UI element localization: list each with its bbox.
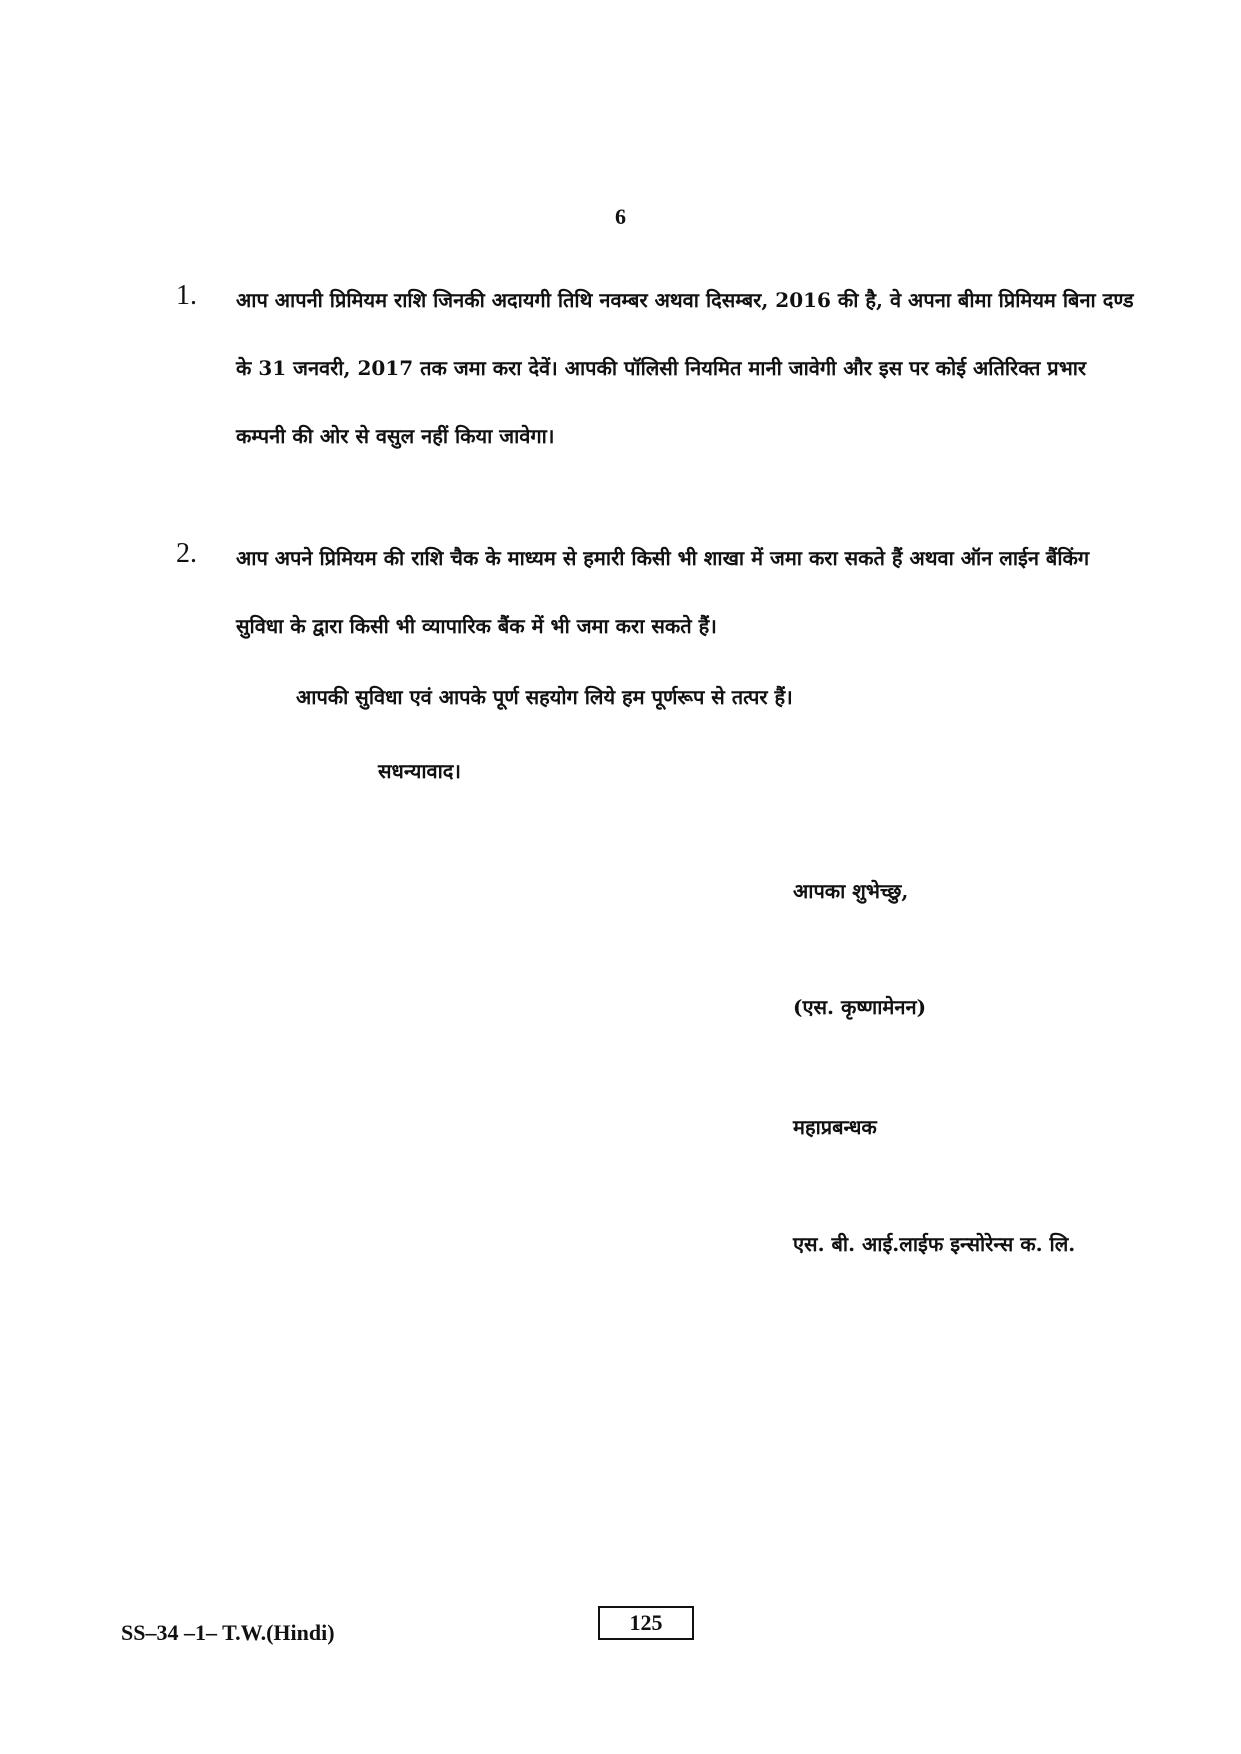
signature-designation: महाप्रबन्धक bbox=[793, 1115, 877, 1139]
item-number: 2. bbox=[176, 538, 197, 569]
list-item-1 bbox=[176, 266, 1136, 466]
footer-page-box: 125 bbox=[598, 1606, 694, 1640]
signature-name: (एस. कृष्णामेनन) bbox=[793, 995, 927, 1019]
item-text: आप अपने प्रिमियम की राशि चैक के माध्यम से हमारी किसी भी शाखा में जमा करा सकते हैं अथवा ऑन लाईन बैंकिंग सुविधा के द्वारा किसी भी व्यापारिक बैंक में भी जमा करा सकते हैं। bbox=[236, 546, 1090, 638]
signature-company: एस. बी. आई.लाईफ इन्सोरेन्स क. लि. bbox=[793, 1232, 1076, 1256]
item-number: 1. bbox=[176, 280, 197, 311]
page-number: 6 bbox=[615, 204, 626, 229]
closing-thanks: सधन्यावाद। bbox=[378, 759, 461, 783]
signature-greeting: आपका शुभेच्छु, bbox=[793, 879, 909, 903]
closing-line: आपकी सुविधा एवं आपके पूर्ण सहयोग लिये हम पूर्णरूप से तत्पर हैं। bbox=[296, 685, 793, 709]
footer-code: SS–34 –1– T.W.(Hindi) bbox=[121, 1620, 335, 1645]
list-item-2 bbox=[176, 524, 1136, 664]
item-text: आप आपनी प्रिमियम राशि जिनकी अदायगी तिथि नवम्बर अथवा दिसम्बर, 2016 की है, वे अपना बीमा प्रिमियम बिना दण्ड के 31 जनवरी, 2017 तक जमा करा देवें। आपकी पॉलिसी नियमित मानी जावेगी और इस पर कोई अतिरिक्त प्रभार कम्पनी की ओर से वसुल नहीं किया जावेगा। bbox=[236, 288, 1134, 448]
